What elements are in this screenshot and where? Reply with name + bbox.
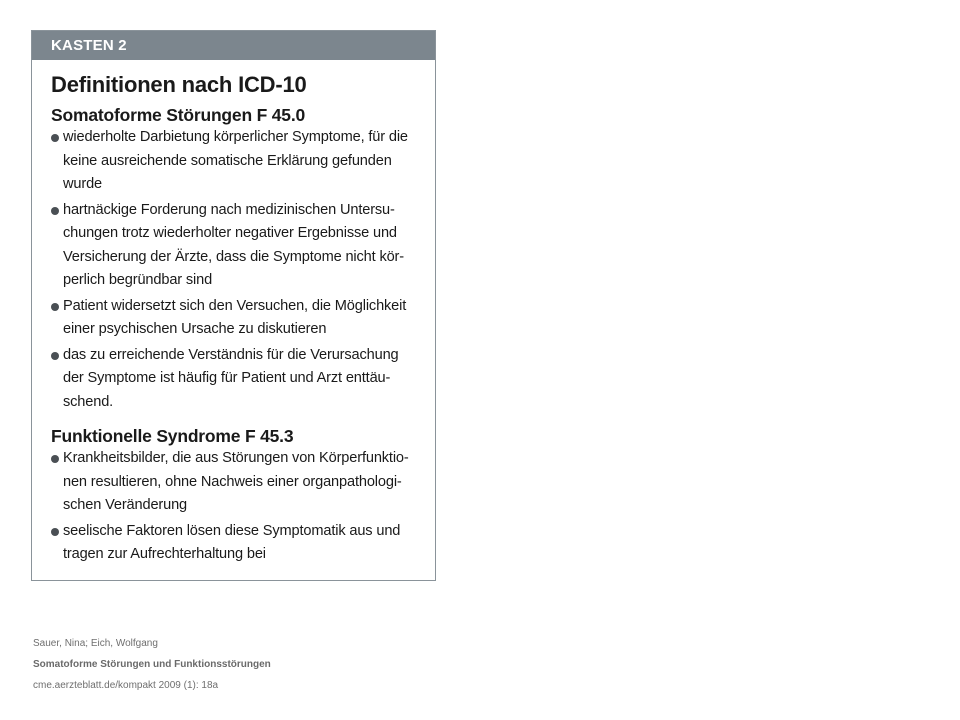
bullet-icon [51, 207, 59, 215]
list-item [51, 447, 423, 518]
list-item [51, 199, 423, 293]
bullet-list [51, 126, 423, 414]
list-item-text: hartnäckige Forderung nach medizinischen Untersu-chungen trotz wiederholter negativer Ergebnisse und Versicherung der Ärzte, dass die Symptome nicht kör-perlich begründbar sind [63, 201, 404, 288]
citation-source: cme.aerzteblatt.de/kompakt 2009 (1): 18a [33, 680, 219, 691]
list-item-text: wiederholte Darbietung körperlicher Symptome, für die keine ausreichende somatische Erklärung gefunden wurde [63, 129, 408, 192]
citation-authors: Sauer, Nina; Eich, Wolfgang [33, 638, 158, 649]
section-title: Somatoforme Störungen F 45.0 [51, 105, 306, 125]
section-title: Funktionelle Syndrome F 45.3 [51, 426, 294, 446]
list-item-text: das zu erreichende Verständnis für die Verursachung der Symptome ist häufig für Patient und Arzt enttäu-schend. [63, 346, 399, 410]
info-box [31, 30, 436, 581]
list-item [51, 126, 423, 197]
section-somatoforme [51, 104, 423, 414]
box-title: Definitionen nach ICD-10 [51, 72, 307, 97]
citation [33, 633, 271, 696]
bullet-icon [51, 528, 59, 536]
list-item [51, 344, 423, 415]
box-header: KASTEN 2 [32, 31, 435, 60]
list-item-text: Patient widersetzt sich den Versuchen, die Möglichkeit einer psychischen Ursache zu diskutieren [63, 297, 407, 337]
section-funktionelle [51, 425, 423, 567]
bullet-icon [51, 352, 59, 360]
bullet-icon [51, 134, 59, 142]
list-item-text: Krankheitsbilder, die aus Störungen von Körperfunktio-nen resultieren, ohne Nachweis einer organpathologi-schen Veränderung [63, 450, 409, 513]
bullet-list [51, 447, 423, 567]
bullet-icon [51, 303, 59, 311]
list-item [51, 295, 423, 342]
bullet-icon [51, 455, 59, 463]
list-item [51, 520, 423, 567]
citation-title: Somatoforme Störungen und Funktionsstörungen [33, 659, 271, 670]
list-item-text: seelische Faktoren lösen diese Symptomatik aus und tragen zur Aufrechterhaltung bei [63, 522, 401, 562]
